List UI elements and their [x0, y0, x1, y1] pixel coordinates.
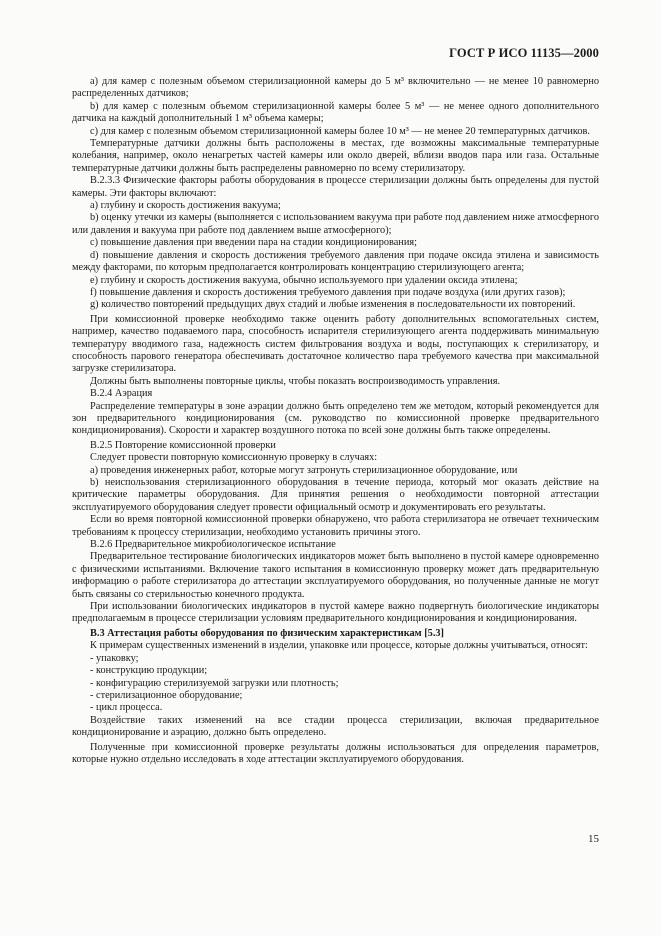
list-item: а) глубину и скорость достижения вакуума; — [90, 200, 281, 212]
paragraph: с) для камер с полезным объемом стерилизационной камеры более 10 м³ — не менее 20 температурных датчиков. — [90, 125, 590, 137]
paragraph: Предварительное тестирование биологических индикаторов может быть выполнено в пустой камере одновременно с физическими испытаниями. Включение такого испытания в комиссионную проверку может дать предварительную информацию о работе стерилизатора до аттестации эксплуатируемого оборудования, но полученные данные не могут быть связаны со стерильностью конечного продукта. — [72, 551, 599, 600]
paragraph: При комиссионной проверке необходимо также оценить работу дополнительных вспомогательных систем, например, качество подаваемого пара, способность испарителя стерилизующего агента поддерживать минимальную температуру вводимого газа, надежность систем фильтрования воздуха и воды, поступающих к стерилизатору, и способность парового генератора обеспечивать достаточное количество пара требуемого качества при максимальной загрузке стерилизатора. — [72, 313, 599, 375]
list-item: b) неиспользования стерилизационного оборудования в течение периода, который мог оказать действие на критические параметры оборудования. Для принятия решения о необходимости повторной аттестации эксплуатируемого оборудования следует провести официальный осмотр и документировать его результаты. — [72, 477, 599, 513]
section-heading: В.2.3.3 Физические факторы работы оборудования в процессе стерилизации должны быть определены для пустой камеры. Эти факторы включают: — [72, 175, 599, 199]
list-item: - упаковку; — [90, 652, 139, 664]
section-heading: В.3 Аттестация работы оборудования по физическим характеристикам [5.3] — [90, 627, 444, 639]
paragraph: b) для камер с полезным объемом стерилизационной камеры более 5 м³ — не менее одного дополнительного датчика на каждый дополнительный 1 м³ объема камеры; — [72, 100, 599, 125]
list-item: - конфигурацию стерилизуемой загрузки или плотность; — [90, 677, 339, 689]
section-heading: В.2.6 Предварительное микробиологическое испытание — [90, 539, 336, 551]
list-item: - цикл процесса. — [90, 702, 163, 714]
list-item: а) проведения инженерных работ, которые могут затронуть стерилизационное оборудование, или — [90, 464, 518, 476]
paragraph: Если во время повторной комиссионной проверки обнаружено, что работа стерилизатора не отвечает техническим требованиям к процессу стерилизации, необходимо установить причины этого. — [72, 514, 599, 538]
paragraph: Распределение температуры в зоне аэрации должно быть определено тем же методом, который рекомендуется для зон предварительного кондиционирования (см. руководство по комиссионной проверке предварительного кондиционирования). Скорости и характер воздушного потока по всей зоне должны быть также определены. — [72, 400, 599, 437]
paragraph: а) для камер с полезным объемом стерилизационной камеры до 5 м³ включительно — не менее 10 равномерно распределенных датчиков; — [72, 76, 599, 100]
paragraph: К примерам существенных изменений в изделии, упаковке или процессе, которые должны учитываться, относят: — [90, 640, 588, 652]
list-item: b) оценку утечки из камеры (выполняется с использованием вакуума при работе под давлением ниже атмосферного или давления и вакуума при работе под давлением выше атмосферного); — [72, 212, 599, 236]
list-item: f) повышение давления и скорость достижения требуемого давления при подаче воздуха (или других газов); — [90, 286, 566, 298]
paragraph: Следует провести повторную комиссионную проверку в случаях: — [90, 452, 378, 464]
list-item: - стерилизационное оборудование; — [90, 689, 243, 701]
paragraph: Воздействие таких изменений на все стадии процесса стерилизации, включая предварительное кондиционирование и аэрацию, должно быть определено. — [72, 714, 599, 739]
page-number: 15 — [588, 833, 599, 845]
paragraph: Полученные при комиссионной проверке результаты должны использоваться для определения параметров, которые нужно отдельно исследовать в ходе аттестации эксплуатируемого оборудования. — [72, 741, 599, 765]
document-header: ГОСТ Р ИСО 11135—2000 — [449, 46, 599, 60]
section-heading: В.2.5 Повторение комиссионной проверки — [90, 439, 276, 451]
list-item: g) количество повторений предыдущих двух стадий и любые изменения в последовательности их повторений. — [90, 299, 576, 311]
paragraph: При использовании биологических индикаторов в пустой камере важно подвергнуть биологические индикаторы предполагаемым в процессе стерилизации условиям предварительного кондиционирования и кондиционирования. — [72, 601, 599, 625]
list-item: - конструкцию продукции; — [90, 665, 208, 677]
list-item: е) глубину и скорость достижения вакуума, обычно используемого при удалении оксида этилена; — [90, 274, 518, 286]
list-item: d) повышение давления и скорость достижения требуемого давления при подаче оксида этилена и зависимость между факторами, по которым предполагается контролировать концентрацию стерилизующего агента; — [72, 249, 599, 274]
paragraph: Температурные датчики должны быть расположены в местах, где возможны максимальные температурные колебания, например, около ненагретых частей камеры или около дверей, вблизи вводов пара или газа. Остальные температурные датчики должны быть распределены равномерно по всему стерилизатору. — [72, 138, 599, 174]
section-heading: В.2.4 Аэрация — [90, 388, 153, 400]
page-body — [72, 76, 599, 766]
list-item: с) повышение давления при введении пара на стадии кондиционирования; — [90, 237, 417, 249]
paragraph: Должны быть выполнены повторные циклы, чтобы показать воспроизводимость управления. — [90, 375, 501, 387]
